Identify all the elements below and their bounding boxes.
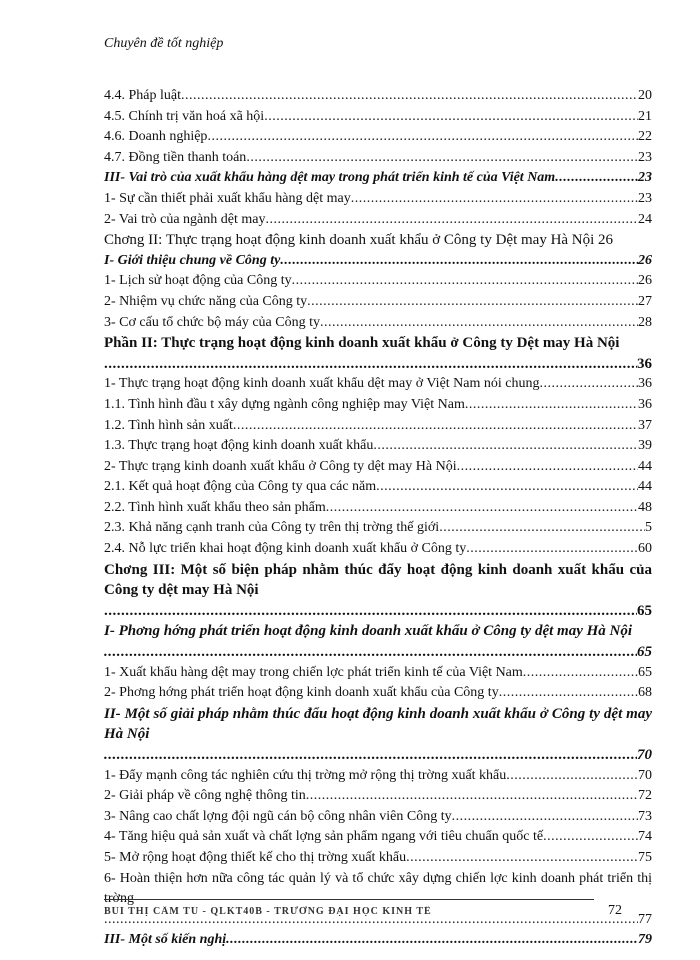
toc-entry-page: 24 bbox=[638, 211, 652, 227]
leader-dots bbox=[439, 518, 645, 539]
leader-dots bbox=[540, 374, 639, 395]
toc-entry bbox=[104, 313, 652, 334]
toc-entry-page: 65 bbox=[638, 664, 652, 680]
toc-entry bbox=[104, 127, 652, 148]
toc-entry bbox=[104, 374, 652, 395]
toc-entry-text: 3- Nâng cao chất lợng đội ngũ cán bộ công nhân viên Công ty bbox=[104, 808, 452, 824]
toc-entry-page: 60 bbox=[638, 541, 652, 557]
page-footer: BÙI THỊ CẨM TÚ - QLKT40B - TRƯỜNG ĐẠI HỌC KINH TẾ bbox=[104, 906, 432, 916]
toc-entry bbox=[104, 457, 652, 478]
toc-entry bbox=[104, 848, 652, 869]
toc-entry-page: 28 bbox=[638, 314, 652, 330]
toc-entry-text: 2- Giải pháp về công nghệ thông tin bbox=[104, 788, 306, 804]
toc-entry-text: 2.1. Kết quả hoạt động của Công ty qua các năm bbox=[104, 479, 377, 495]
leader-dots bbox=[376, 477, 638, 498]
toc-entry-page: 36 bbox=[638, 376, 652, 392]
toc-entry-text: 1- Thực trạng hoạt động kinh doanh xuất khẩu dệt may ở Việt Nam nói chung bbox=[104, 376, 540, 392]
toc-entry-text: 1- Sự cần thiết phải xuất khẩu hàng dệt may bbox=[104, 190, 351, 206]
toc-entry bbox=[104, 416, 652, 437]
leader-dots bbox=[457, 457, 638, 478]
toc-entry-page: 36 bbox=[637, 355, 652, 372]
page-number: 72 bbox=[608, 903, 622, 918]
leader-dots bbox=[326, 498, 638, 519]
leader-dots bbox=[406, 848, 638, 869]
toc-entry-text: 4.7. Đồng tiền thanh toán bbox=[104, 149, 247, 165]
leader-dots bbox=[351, 189, 638, 210]
toc-entry-page: 72 bbox=[638, 788, 652, 804]
toc-entry-text: II- Một số giải pháp nhằm thúc đẩu hoạt động kinh doanh xuất khẩu ở Công ty dệt may Hà Nội bbox=[104, 705, 652, 743]
leader-dots bbox=[181, 86, 638, 107]
toc-entry-page: 5 bbox=[645, 520, 652, 536]
toc-entry-text: III- Một số kiến nghị bbox=[104, 932, 227, 948]
toc-entry-text: 2.2. Tình hình xuất khẩu theo sản phẩm bbox=[104, 499, 326, 515]
toc-entry bbox=[104, 148, 652, 169]
toc-entry-page: 44 bbox=[638, 458, 652, 474]
leader-dots bbox=[207, 127, 638, 148]
leader-dots bbox=[555, 168, 638, 189]
toc-entry-page: 68 bbox=[638, 685, 652, 701]
toc-entry-page: 23 bbox=[638, 149, 652, 165]
leader-dots bbox=[523, 663, 638, 684]
toc-entry-page: 39 bbox=[638, 438, 652, 454]
toc-entry bbox=[104, 560, 652, 622]
toc-entry-text: 1.3. Thực trạng hoạt động kinh doanh xuất khẩu bbox=[104, 438, 374, 454]
leader-dots bbox=[465, 395, 638, 416]
toc-entry-page: 26 bbox=[638, 273, 652, 289]
toc-entry-page: 26 bbox=[638, 252, 652, 268]
toc-entry-text: 4.6. Doanh nghiệp bbox=[104, 129, 208, 145]
toc-entry-page: 21 bbox=[638, 108, 652, 124]
toc-entry bbox=[104, 539, 652, 560]
leader-dots bbox=[280, 251, 638, 272]
toc-entry-text: 1- Xuất khẩu hàng dệt may trong chiến lợc phát triển kinh tế của Việt Nam bbox=[104, 664, 523, 680]
toc-entry bbox=[104, 86, 652, 107]
toc-entry-text: 2- Phơng hớng phát triển hoạt động kinh doanh xuất khẩu của Công ty bbox=[104, 685, 499, 701]
toc-entry-page: 75 bbox=[638, 849, 652, 865]
toc-entry-page: 20 bbox=[638, 88, 652, 103]
toc-entry bbox=[104, 436, 652, 457]
toc-entry-page: 77 bbox=[638, 911, 652, 927]
toc-entry-text: 1.2. Tình hình sản xuất bbox=[104, 417, 233, 433]
toc-entry bbox=[104, 189, 652, 210]
leader-dots bbox=[246, 148, 638, 169]
footer-divider bbox=[104, 899, 594, 900]
toc-entry bbox=[104, 210, 652, 231]
toc-entry-text: 1- Lịch sử hoạt động của Công ty bbox=[104, 273, 292, 289]
toc-entry bbox=[104, 477, 652, 498]
toc-entry-text: Chơng III: Một số biện pháp nhằm thúc đẩy hoạt động kinh doanh xuất khẩu của Công ty dệt may Hà Nội bbox=[104, 561, 652, 599]
toc-entry bbox=[104, 292, 652, 313]
toc-entry-page: 36 bbox=[638, 396, 652, 412]
toc-entry-text: I- Phơng hớng phát triển hoạt động kinh doanh xuất khẩu ở Công ty dệt may Hà Nội bbox=[104, 623, 633, 640]
leader-dots bbox=[306, 786, 638, 807]
toc-entry-page: 37 bbox=[638, 417, 652, 433]
toc-entry-page: 70 bbox=[638, 767, 652, 783]
toc-entry-text: 2- Thực trạng kinh doanh xuất khẩu ở Công ty dệt may Hà Nội bbox=[104, 458, 457, 474]
toc-entry-text: 4- Tăng hiệu quả sản xuất và chất lợng sản phẩm ngang với tiêu chuẩn quốc tế bbox=[104, 829, 544, 845]
toc-entry bbox=[104, 621, 652, 662]
toc-entry-text: 6- Hoàn thiện hơn nữa công tác quản lý và tổ chức xây dựng chiến lợc kinh doanh phát triển thị trờng bbox=[104, 870, 652, 907]
toc-entry-page: 65 bbox=[637, 644, 652, 661]
leader-dots bbox=[373, 436, 638, 457]
toc-entry bbox=[104, 251, 652, 272]
toc-entry-page: 48 bbox=[638, 499, 652, 515]
page-header: Chuyên đề tốt nghiệp bbox=[104, 36, 224, 51]
toc-entry-text: 1- Đẩy mạnh công tác nghiên cứu thị trờng mở rộng thị trờng xuất khẩu bbox=[104, 767, 507, 783]
toc-entry-page: 44 bbox=[638, 479, 652, 495]
toc-entry bbox=[104, 230, 652, 251]
toc-entry-text: 4.5. Chính trị văn hoá xã hội bbox=[104, 108, 265, 124]
toc-entry bbox=[104, 704, 652, 766]
toc-entry-text: 2.4. Nỗ lực triển khai hoạt động kinh doanh xuất khẩu ở Công ty bbox=[104, 541, 467, 557]
leader-dots bbox=[226, 930, 638, 951]
toc-entry-page: 74 bbox=[638, 829, 652, 845]
leader-dots bbox=[265, 210, 638, 231]
toc-entry bbox=[104, 395, 652, 416]
toc-entry-text: 2.3. Khả năng cạnh tranh của Công ty trên thị trờng thế giới bbox=[104, 520, 440, 536]
toc-entry bbox=[104, 930, 652, 951]
toc-entry-text: I- Giới thiệu chung về Công ty bbox=[104, 252, 281, 268]
leader-dots bbox=[499, 683, 638, 704]
leader-dots bbox=[466, 539, 638, 560]
toc-entry bbox=[104, 168, 652, 189]
toc-entry-text: 3- Cơ cấu tổ chức bộ máy của Công ty bbox=[104, 314, 320, 330]
leader-dots bbox=[233, 416, 638, 437]
toc-entry-text: 2- Vai trò của ngành dệt may bbox=[104, 211, 266, 227]
leader-dots bbox=[543, 827, 638, 848]
toc-entry-text: Chơng II: Thực trạng hoạt động kinh doanh xuất khẩu ở Công ty Dệt may Hà Nội 26 bbox=[104, 232, 614, 249]
toc-entry-text: 4.4. Pháp luật bbox=[104, 88, 181, 103]
toc-entry-page: 65 bbox=[637, 602, 652, 619]
toc-entry-page: 70 bbox=[637, 747, 652, 763]
toc-entry-page: 23 bbox=[638, 170, 652, 186]
leader-dots bbox=[320, 313, 638, 334]
toc-entry bbox=[104, 498, 652, 519]
toc-entry bbox=[104, 663, 652, 684]
toc-entry-text: 2- Nhiệm vụ chức năng của Công ty bbox=[104, 293, 308, 309]
toc-entry bbox=[104, 333, 652, 374]
leader-dots bbox=[506, 766, 638, 787]
leader-dots bbox=[264, 107, 638, 128]
toc-entry-text: III- Vai trò của xuất khẩu hàng dệt may trong phát triển kinh tế của Việt Nam bbox=[104, 170, 556, 186]
leader-dots bbox=[307, 292, 638, 313]
toc-entry-page: 22 bbox=[638, 129, 652, 145]
toc-entry-text: 1.1. Tình hình đầu t xây dựng ngành công nghiệp may Việt Nam bbox=[104, 396, 465, 412]
toc-entry bbox=[104, 807, 652, 828]
toc-entry-text: 5- Mở rộng hoạt động thiết kế cho thị trờng xuất khẩu bbox=[104, 849, 407, 865]
toc-entry bbox=[104, 271, 652, 292]
toc-entry bbox=[104, 786, 652, 807]
toc-entry-page: 73 bbox=[638, 808, 652, 824]
table-of-contents bbox=[104, 86, 652, 951]
toc-entry bbox=[104, 683, 652, 704]
toc-entry bbox=[104, 766, 652, 787]
leader-dots bbox=[292, 271, 638, 292]
toc-entry-page: 79 bbox=[638, 932, 652, 948]
toc-entry-page: 23 bbox=[638, 190, 652, 206]
toc-entry-text: Phần II: Thực trạng hoạt động kinh doanh xuất khẩu ở Công ty Dệt may Hà Nội bbox=[104, 335, 620, 352]
toc-entry bbox=[104, 107, 652, 128]
leader-dots bbox=[452, 807, 638, 828]
toc-entry bbox=[104, 827, 652, 848]
toc-entry bbox=[104, 518, 652, 539]
toc-entry-page: 27 bbox=[638, 293, 652, 309]
